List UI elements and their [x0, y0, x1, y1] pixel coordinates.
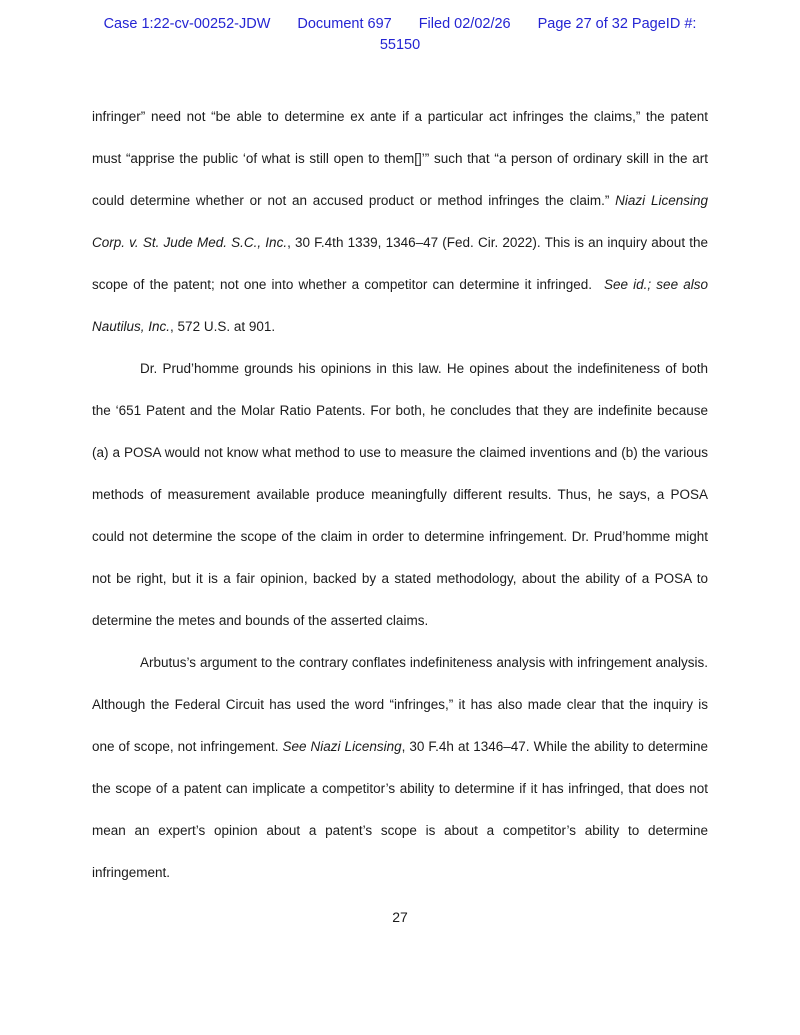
case-header-line1	[0, 14, 800, 35]
page-number: 27	[392, 909, 408, 925]
text-run: infringer” need not “be able to determine ex ante if a particular act infringes the claims,” the patent must “apprise the public ‘of what is still open to them[]’” such that “a person of ordinary skill in the art could determine whether or not an accused product or method infringes the claim.”	[92, 109, 708, 208]
document-body	[92, 96, 708, 894]
text-run: , 30 F.4th 1339, 1346–47 (Fed. Cir. 2022). This is an inquiry about the scope of the patent; not one into whether a competitor can determine it infringed.	[92, 235, 709, 292]
citation-italic: See id.; see also Nautilus, Inc.	[92, 277, 708, 334]
text-run: Arbutus’s argument to the contrary conflates indefiniteness analysis with infringement analysis. Although the Federal Circuit has used the word “infringes,” it has also made clear that the inquiry is one of scope, not infringement.	[92, 655, 708, 754]
citation-italic: Niazi Licensing Corp. v. St. Jude Med. S.C., Inc.	[92, 193, 708, 250]
pageid-number: 55150	[379, 37, 421, 53]
case-number: Case 1:22-cv-00252-JDW	[103, 16, 271, 32]
citation-italic: See Niazi Licensing	[282, 739, 402, 754]
text-run: , 572 U.S. at 901.	[170, 319, 276, 334]
text-run: Dr. Prud’homme grounds his opinions in this law. He opines about the indefiniteness of both the ‘651 Patent and the Molar Ratio Patents. For both, he concludes that they are indefinite because (a) a POSA would not know what method to use to measure the claimed inventions and (b) the various methods of measurement available produce meaningfully different results. Thus, he says, a POSA could not determine the scope of the claim in order to determine infringement. Dr. Prud’homme might not be right, but it is a fair opinion, backed by a stated methodology, about the ability of a POSA to determine the metes and bounds of the asserted claims.	[92, 361, 708, 628]
case-header	[0, 14, 800, 56]
paragraph	[92, 348, 708, 642]
document-number: Document 697	[297, 16, 392, 32]
paragraph	[92, 96, 708, 348]
paragraph	[92, 642, 708, 894]
filed-date: Filed 02/02/26	[418, 16, 511, 32]
page-info: Page 27 of 32 PageID #:	[537, 16, 697, 32]
text-run: , 30 F.4h at 1346–47. While the ability to determine the scope of a patent can implicate a competitor’s ability to determine if it has infringed, that does not mean an expert’s opinion about a patent’s scope is about a competitor’s ability to determine infringement.	[92, 739, 708, 880]
